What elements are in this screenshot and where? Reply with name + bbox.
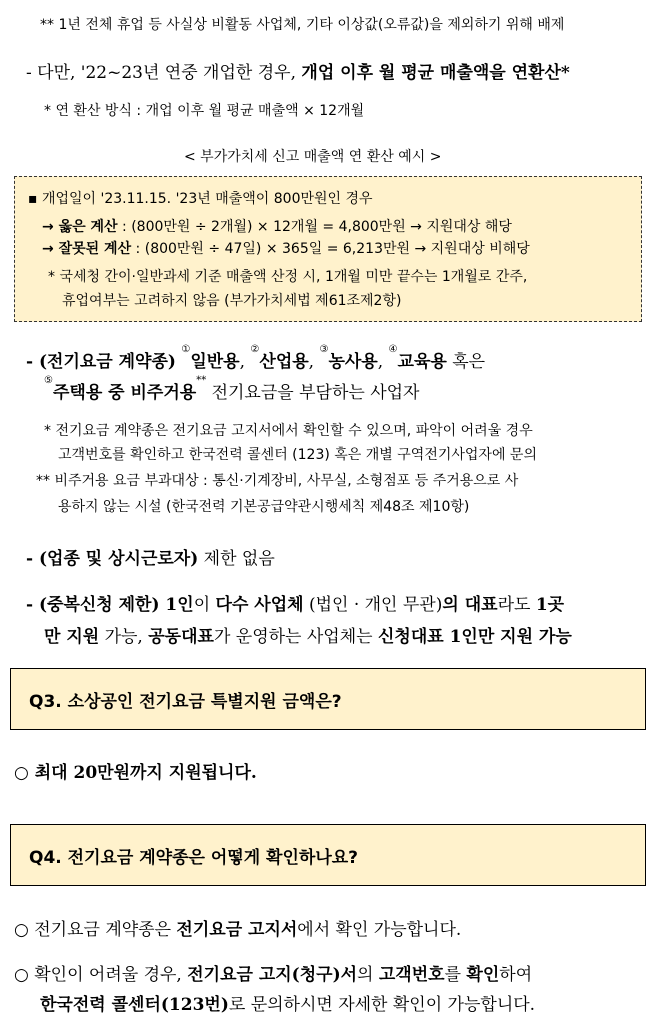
contract-c2-num: ② <box>250 344 260 355</box>
example-heading: < 부가가치세 신고 매출액 연 환산 예시 > <box>184 149 442 165</box>
example-wrong-rest: : (800만원 ÷ 47일) × 365일 = 6,213만원 → 지원대상 비해당 <box>131 241 530 257</box>
note-annual-method: * 연 환산 방식 : 개업 이후 월 평균 매출액 × 12개월 <box>44 103 365 119</box>
example-note-2: 휴업여부는 고려하지 않음 (부가가치세법 제61조제2항) <box>62 293 402 309</box>
example-wrong-label: → 잘못된 계산 <box>42 241 132 257</box>
contract-c1-num: ① <box>181 344 191 355</box>
q4-a1-post: 에서 확인 가능합니다. <box>297 920 462 940</box>
q4-a2-b1: 전기요금 고지(청구)서 <box>187 965 358 985</box>
contract-c2: 산업용 <box>259 352 309 372</box>
contract-c3-num: ③ <box>319 344 329 355</box>
contract-c5-num: ⑤ <box>44 375 53 386</box>
q4-answer-2 <box>14 960 532 985</box>
q4-a3-b1: 한국전력 콜센터(123번) <box>40 995 229 1015</box>
q3-answer <box>14 758 257 783</box>
example-correct-rest: : (800만원 ÷ 2개월) × 12개월 = 4,800만원 → 지원대상 해당 <box>117 219 512 235</box>
duplicate-b2: 공동대표 <box>148 627 214 647</box>
duplicate-line-2 <box>44 622 572 647</box>
duplicate-b3: 신청대표 1인만 지원 가능 <box>377 627 572 647</box>
contract-note-1a: * 전기요금 계약종은 전기요금 고지서에서 확인할 수 있으며, 파악이 어려울 경우 <box>44 423 533 439</box>
q4-title: Q4. 전기요금 계약종은 어떻게 확인하나요? <box>29 848 359 868</box>
q4-a2-t1: 의 <box>357 965 379 985</box>
dash-item-annualized <box>26 58 570 83</box>
industry-line <box>26 544 275 569</box>
note-exclude: ** 1년 전체 휴업 등 사실상 비활동 사업체, 기타 이상값(오류값)을 제외하기 위해 배제 <box>40 17 565 33</box>
contract-note-1b: 고객번호를 확인하고 한국전력 콜센터 (123) 혹은 개별 구역전기사업자에 문의 <box>58 447 537 463</box>
contract-note-2b: 용하지 않는 시설 (한국전력 기본공급약관시행세칙 제48조 제10항) <box>58 499 470 515</box>
contract-line-1: - (전기요금 계약종) ①일반용, ②산업용, ③농사용, ④교육용 혹은 <box>26 344 486 372</box>
contract-line-2 <box>44 375 420 403</box>
dash-item-annualized-bold: 개업 이후 월 평균 매출액을 연환산* <box>301 63 570 83</box>
example-correct <box>42 216 512 236</box>
example-wrong <box>42 238 530 258</box>
contract-c5: 주택용 중 비주거용 <box>52 383 197 403</box>
q4-a2-t3: 하여 <box>499 965 533 985</box>
contract-dash: - <box>26 352 39 372</box>
contract-c4: 교육용 <box>397 352 447 372</box>
q4-a2-b3: 확인 <box>466 965 500 985</box>
duplicate-t6: 라도 <box>497 595 536 615</box>
duplicate-l2-t2: 가 운영하는 사업체는 <box>213 627 378 647</box>
contract-c1: 일반용 <box>190 352 240 372</box>
q4-answer-3 <box>40 990 535 1015</box>
example-note-1: * 국세청 간이·일반과세 기준 매출액 산정 시, 1개월 미만 끝수는 1개월로 간주, <box>48 269 528 285</box>
q3-box <box>10 668 646 730</box>
duplicate-t4: (법인 · 개인 무관) <box>303 595 443 615</box>
duplicate-t5: 의 대표 <box>442 595 498 615</box>
duplicate-l2-t1: 가능, <box>99 627 149 647</box>
contract-c5-mark: ** <box>196 375 207 386</box>
industry-label: - (업종 및 상시근로자) <box>26 549 199 569</box>
example-line-1: ▪ 개업일이 '23.11.15. '23년 매출액이 800만원인 경우 <box>28 191 373 207</box>
q4-box <box>10 824 646 886</box>
contract-label: (전기요금 계약종) <box>38 352 176 372</box>
duplicate-t2: 이 <box>193 595 216 615</box>
duplicate-t1: 1인 <box>159 595 194 615</box>
contract-or: 혹은 <box>446 352 486 372</box>
q4-a3-t1: 로 문의하시면 자세한 확인이 가능합니다. <box>228 995 536 1015</box>
duplicate-label: - (중복신청 제한) <box>26 595 160 615</box>
contract-c4-num: ④ <box>388 344 398 355</box>
contract-c3: 농사용 <box>328 352 378 372</box>
q4-a2-pre: ○ 확인이 어려울 경우, <box>14 965 188 985</box>
q4-a2-t2: 를 <box>444 965 467 985</box>
industry-text: 제한 없음 <box>198 549 275 569</box>
q4-a2-b2: 고객번호 <box>378 965 445 985</box>
duplicate-line-1 <box>26 590 564 615</box>
duplicate-b1: 만 지원 <box>44 627 100 647</box>
dash-item-annualized-prefix: - 다만, '22~23년 연중 개업한 경우, <box>26 63 302 83</box>
duplicate-t3: 다수 사업체 <box>215 595 304 615</box>
q4-answer-1 <box>14 915 461 940</box>
q3-answer-text: ○ 최대 20만원까지 지원됩니다. <box>14 763 257 783</box>
duplicate-t7: 1곳 <box>535 595 565 615</box>
q3-title: Q3. 소상공인 전기요금 특별지원 금액은? <box>29 692 342 712</box>
q4-a1-pre: ○ 전기요금 계약종은 <box>14 920 177 940</box>
example-correct-label: → 옳은 계산 <box>42 219 118 235</box>
contract-tail: 전기요금을 부담하는 사업자 <box>206 383 420 403</box>
q4-a1-bold: 전기요금 고지서 <box>176 920 298 940</box>
contract-note-2a: ** 비주거용 요금 부과대상 : 통신·기계장비, 사무실, 소형점포 등 주거용으로 사 <box>36 473 519 489</box>
